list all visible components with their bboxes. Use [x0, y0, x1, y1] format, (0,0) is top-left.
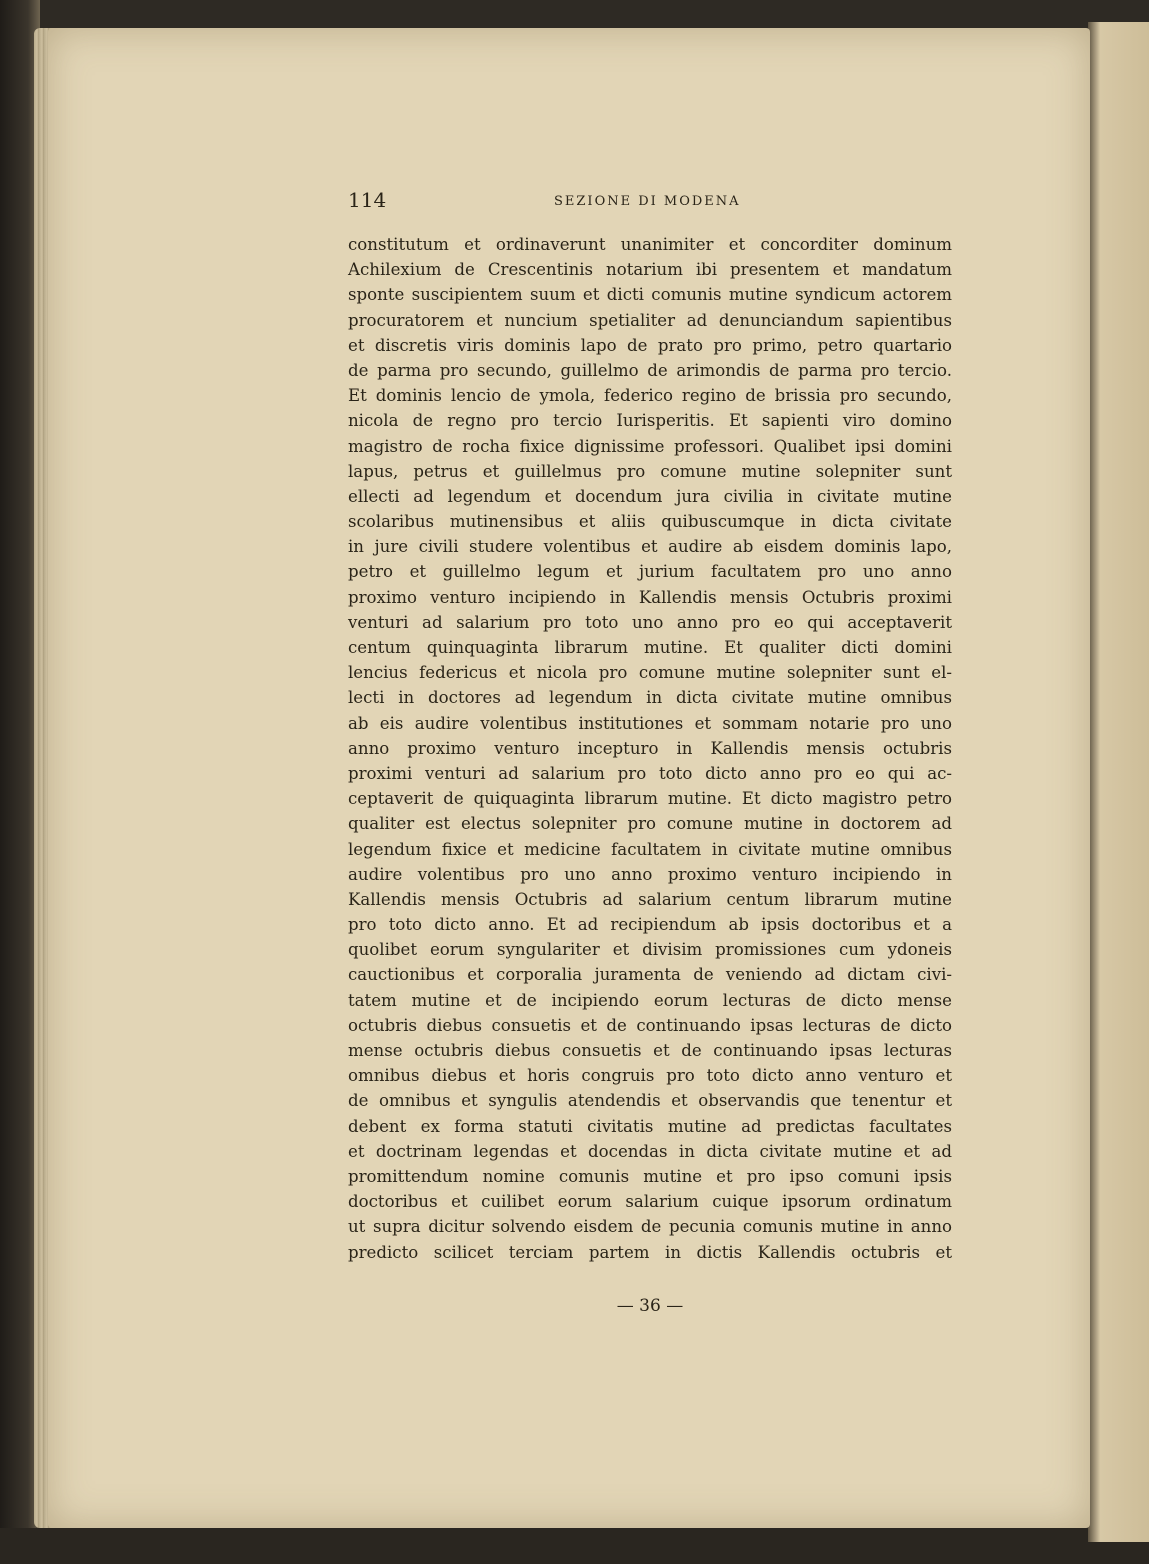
text-line: et discretis viris dominis lapo de prato pro primo, petro quartario [348, 335, 952, 355]
text-line: in jure civili studere volentibus et audire ab eisdem dominis lapo, [348, 537, 952, 557]
text-line: mense octubris diebus consuetis et de continuando ipsas lecturas [348, 1041, 952, 1060]
text-line: ut supra dicitur solvendo eisdem de pecunia comunis mutine in anno [348, 1217, 952, 1237]
text-line: promittendum nomine comunis mutine et pro ipso comuni ipsis [348, 1166, 952, 1186]
running-head: SEZIONE DI MODENA [554, 194, 741, 209]
text-line: sponte suscipientem suum et dicti comunis mutine syndicum actorem [348, 285, 952, 305]
text-line: lapus, petrus et guillelmus pro comune mutine solepniter sunt [348, 461, 952, 481]
text-line: constitutum et ordinaverunt unanimiter et concorditer dominum [348, 235, 952, 254]
text-line: audire volentibus pro uno anno proximo venturo incipiendo in [348, 864, 952, 884]
text-line: de parma pro secundo, guillelmo de arimondis de parma pro tercio. [348, 360, 952, 380]
text-line: proximi venturi ad salarium pro toto dicto anno pro eo qui ac- [348, 763, 952, 783]
text-line: Kallendis mensis Octubris ad salarium centum librarum mutine [348, 889, 952, 909]
text-line: et doctrinam legendas et docendas in dicta civitate mutine et ad [348, 1141, 952, 1161]
text-line: octubris diebus consuetis et de continuando ipsas lecturas de dicto [348, 1015, 952, 1035]
text-line: ellecti ad legendum et docendum jura civilia in civitate mutine [348, 486, 952, 506]
page-number: 114 [348, 188, 387, 212]
text-line: ab eis audire volentibus institutiones et sommam notarie pro uno [348, 713, 952, 733]
text-line: cauctionibus et corporalia juramenta de veniendo ad dictam civi- [348, 965, 952, 985]
text-line: scolaribus mutinensibus et aliis quibuscumque in dicta civitate [348, 512, 952, 532]
text-line: quolibet eorum syngulariter et divisim promissiones cum ydoneis [348, 940, 952, 960]
signature-mark: — 36 — [616, 1296, 684, 1316]
text-line: lencius federicus et nicola pro comune mutine solepniter sunt el- [348, 663, 952, 683]
text-line: lecti in doctores ad legendum in dicta civitate mutine omnibus [348, 688, 952, 708]
scan-background-bottom [0, 1528, 1149, 1564]
text-line: nicola de regno pro tercio Iurisperitis. Et sapienti viro domino [348, 411, 952, 431]
text-line: qualiter est electus solepniter pro comune mutine in doctorem ad [348, 814, 952, 834]
text-line: legendum fixice et medicine facultatem in civitate mutine omnibus [348, 839, 952, 859]
text-line: petro et guillelmo legum et jurium facultatem pro uno anno [348, 562, 952, 582]
text-line: Achilexium de Crescentinis notarium ibi presentem et mandatum [348, 260, 952, 280]
text-line: de omnibus et syngulis atendendis et observandis que tenentur et [348, 1091, 952, 1111]
text-line: ceptaverit de quiquaginta librarum mutine. Et dicto magistro petro [348, 789, 952, 809]
text-line: Et dominis lencio de ymola, federico regino de brissia pro secundo, [348, 386, 952, 406]
text-line: doctoribus et cuilibet eorum salarium cuique ipsorum ordinatum [348, 1192, 952, 1212]
text-line: centum quinquaginta librarum mutine. Et qualiter dicti domini [348, 638, 952, 657]
text-line: debent ex forma statuti civitatis mutine ad predictas facultates [348, 1116, 952, 1136]
page-header [348, 186, 952, 216]
text-line: magistro de rocha fixice dignissime professori. Qualibet ipsi domini [348, 436, 952, 456]
text-line: predicto scilicet terciam partem in dictis Kallendis octubris et [348, 1242, 952, 1262]
text-line: procuratorem et nuncium spetialiter ad denunciandum sapientibus [348, 310, 952, 330]
text-line: pro toto dicto anno. Et ad recipiendum ab ipsis doctoribus et a [348, 915, 952, 935]
facing-page-strip [1088, 22, 1149, 1542]
text-line: tatem mutine et de incipiendo eorum lecturas de dicto mense [348, 990, 952, 1010]
text-line: anno proximo venturo incepturo in Kallendis mensis octubris [348, 738, 952, 758]
body-text [348, 232, 952, 1265]
text-line: proximo venturo incipiendo in Kallendis mensis Octubris proximi [348, 587, 952, 607]
text-line: omnibus diebus et horis congruis pro toto dicto anno venturo et [348, 1066, 952, 1086]
text-line: venturi ad salarium pro toto uno anno pro eo qui acceptaverit [348, 612, 952, 632]
